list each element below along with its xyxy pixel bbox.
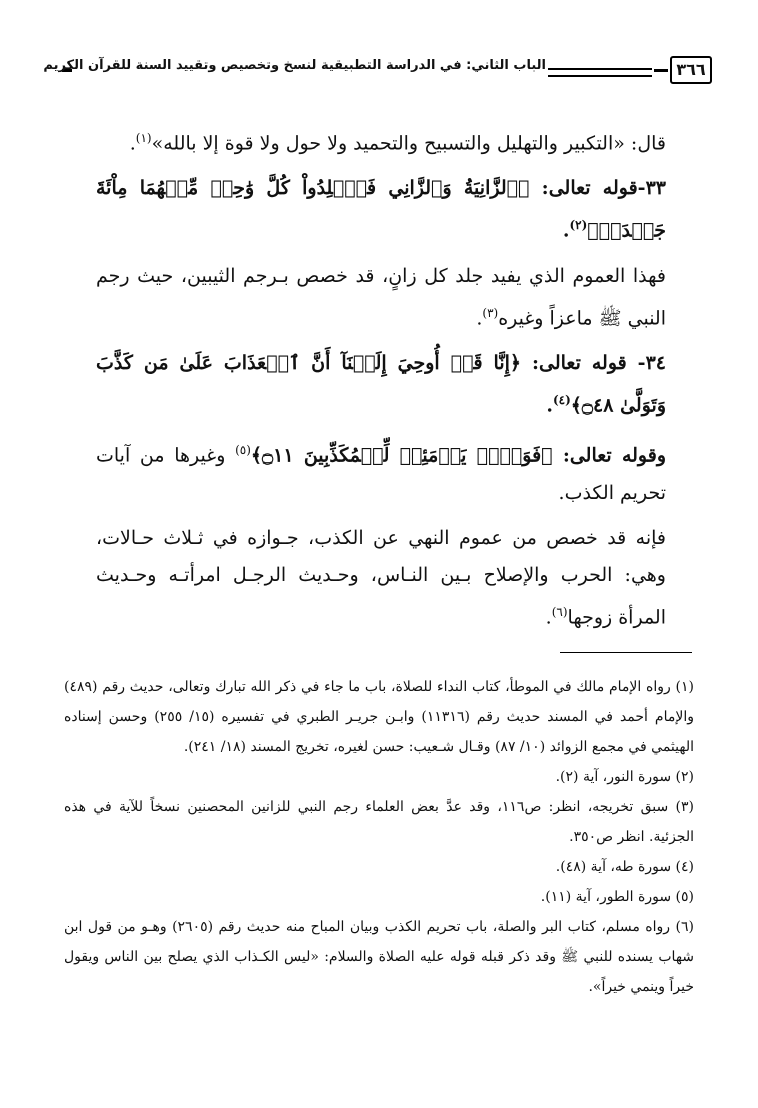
footnote-6: (٦) رواه مسلم، كتاب البر والصلة، باب تحريم الكذب وبيان المباح منه حديث رقم (٢٦٠٥) وهـو من قول ابن شهاب يسنده للنبي ﷺ وقد ذكر قبله قوله عليه الصلاة والسلام: «ليس الكـذاب الذي يصلح بين الناس ويقول خيراً وينمي خيراً». xyxy=(64,919,695,995)
paragraph-quote xyxy=(96,120,666,162)
footnotes xyxy=(64,672,694,1002)
paragraph-commentary-1 xyxy=(96,258,666,337)
footnote-3: (٣) سبق تخريجه، انظر: ص١١٦، وقد عدَّ بعض العلماء رجم النبي للزانين المحصنين نسخاً للآية في هذه الجزئية. انظر ص٣٥٠. xyxy=(64,799,694,845)
paragraph-text: فهذا العموم الذي يفيد جلد كل زانٍ، قد خصص بـرجم الثيبين، حيث رجم النبي ﷺ ماعزاً وغيره xyxy=(96,264,666,329)
running-header xyxy=(43,56,708,86)
footnote-ref: (٣) xyxy=(482,305,499,320)
footnote-ref: (٢) xyxy=(569,218,588,233)
verse-text: وقوله تعالى: ﴿فَوَيۡلٞ يَوۡمَئِذٖ لِّلۡمُكَذِّبِينَ ۝١١﴾ xyxy=(250,444,667,467)
header-double-rule xyxy=(548,68,652,77)
paragraph-end: . xyxy=(476,306,483,329)
footnote-ref: (١) xyxy=(135,131,152,145)
body-text xyxy=(96,120,666,644)
paragraph-verse-2 xyxy=(96,432,666,511)
page-number: ٣٦٦ xyxy=(670,56,712,84)
footnote-ref: (٦) xyxy=(551,604,568,619)
footnote-ref: (٤) xyxy=(552,392,571,407)
paragraph-text: قال: «التكبير والتهليل والتسبيح والتحميد ولا حول ولا قوة إلا بالله» xyxy=(151,132,666,155)
item-end: . xyxy=(562,219,570,242)
footnote-4: (٤) سورة طه، آية (٤٨). xyxy=(555,859,694,875)
paragraph-commentary-2 xyxy=(96,520,666,636)
item-end: . xyxy=(546,394,553,417)
item-34 xyxy=(96,345,666,424)
footnote-separator xyxy=(560,652,692,653)
header-rule-mid xyxy=(654,69,668,72)
header-title: الباب الثاني: في الدراسة التطبيقية لنسخ وتخصيص وتقييد السنة للقرآن الكريم xyxy=(43,58,546,73)
paragraph-text: فإنه قد خصص من عموم النهي عن الكذب، جـوازه في ثـلاث حـالات، وهي: الحرب والإصلاح بـين النـاس، وحـديث الرجـل امرأتـه وحـديث المرأة زوجها xyxy=(96,526,666,628)
item-33 xyxy=(96,170,666,249)
paragraph-end: . xyxy=(129,132,136,155)
paragraph-end: . xyxy=(545,605,552,628)
footnote-5: (٥) سورة الطور، آية (١١). xyxy=(540,889,694,905)
item-text: ٣٤- قوله تعالى: ﴿إِنَّا قَدۡ أُوحِيَ إِلَيۡنَآ أَنَّ ٱلۡعَذَابَ عَلَىٰ مَن كَذَّبَ وَتَوَلَّىٰ ۝٤٨﴾ xyxy=(96,351,666,417)
footnote-2: (٢) سورة النور، آية (٢). xyxy=(555,769,694,785)
footnote-1: (١) رواه الإمام مالك في الموطأ، كتاب النداء للصلاة، باب ما جاء في ذكر الله تبارك وتعالى، حديث رقم (٤٨٩) والإمام أحمد في المسند حديث رقم (١١٣١٦) وابـن جريـر الطبري في تفسيره (١٥/ ٢٥٥) وحسن إسناده الهيثمي في مجمع الزوائد (١٠/ ٨٧) وقـال شـعيب: حسن لغيره، تخريج المسند (١٨/ ٢٤١). xyxy=(64,679,694,755)
footnote-ref: (٥) xyxy=(235,443,251,458)
paragraph-end: وغيرها من آيات تحريم الكذب. xyxy=(96,444,666,504)
item-text: ٣٣-قوله تعالى: ﴿ٱلزَّانِيَةُ وَٱلزَّانِي فَٱجۡلِدُواْ كُلَّ وَٰحِدٖ مِّنۡهُمَا مِاْئَةَ جَلۡدَةٖ﴾ xyxy=(96,177,666,242)
